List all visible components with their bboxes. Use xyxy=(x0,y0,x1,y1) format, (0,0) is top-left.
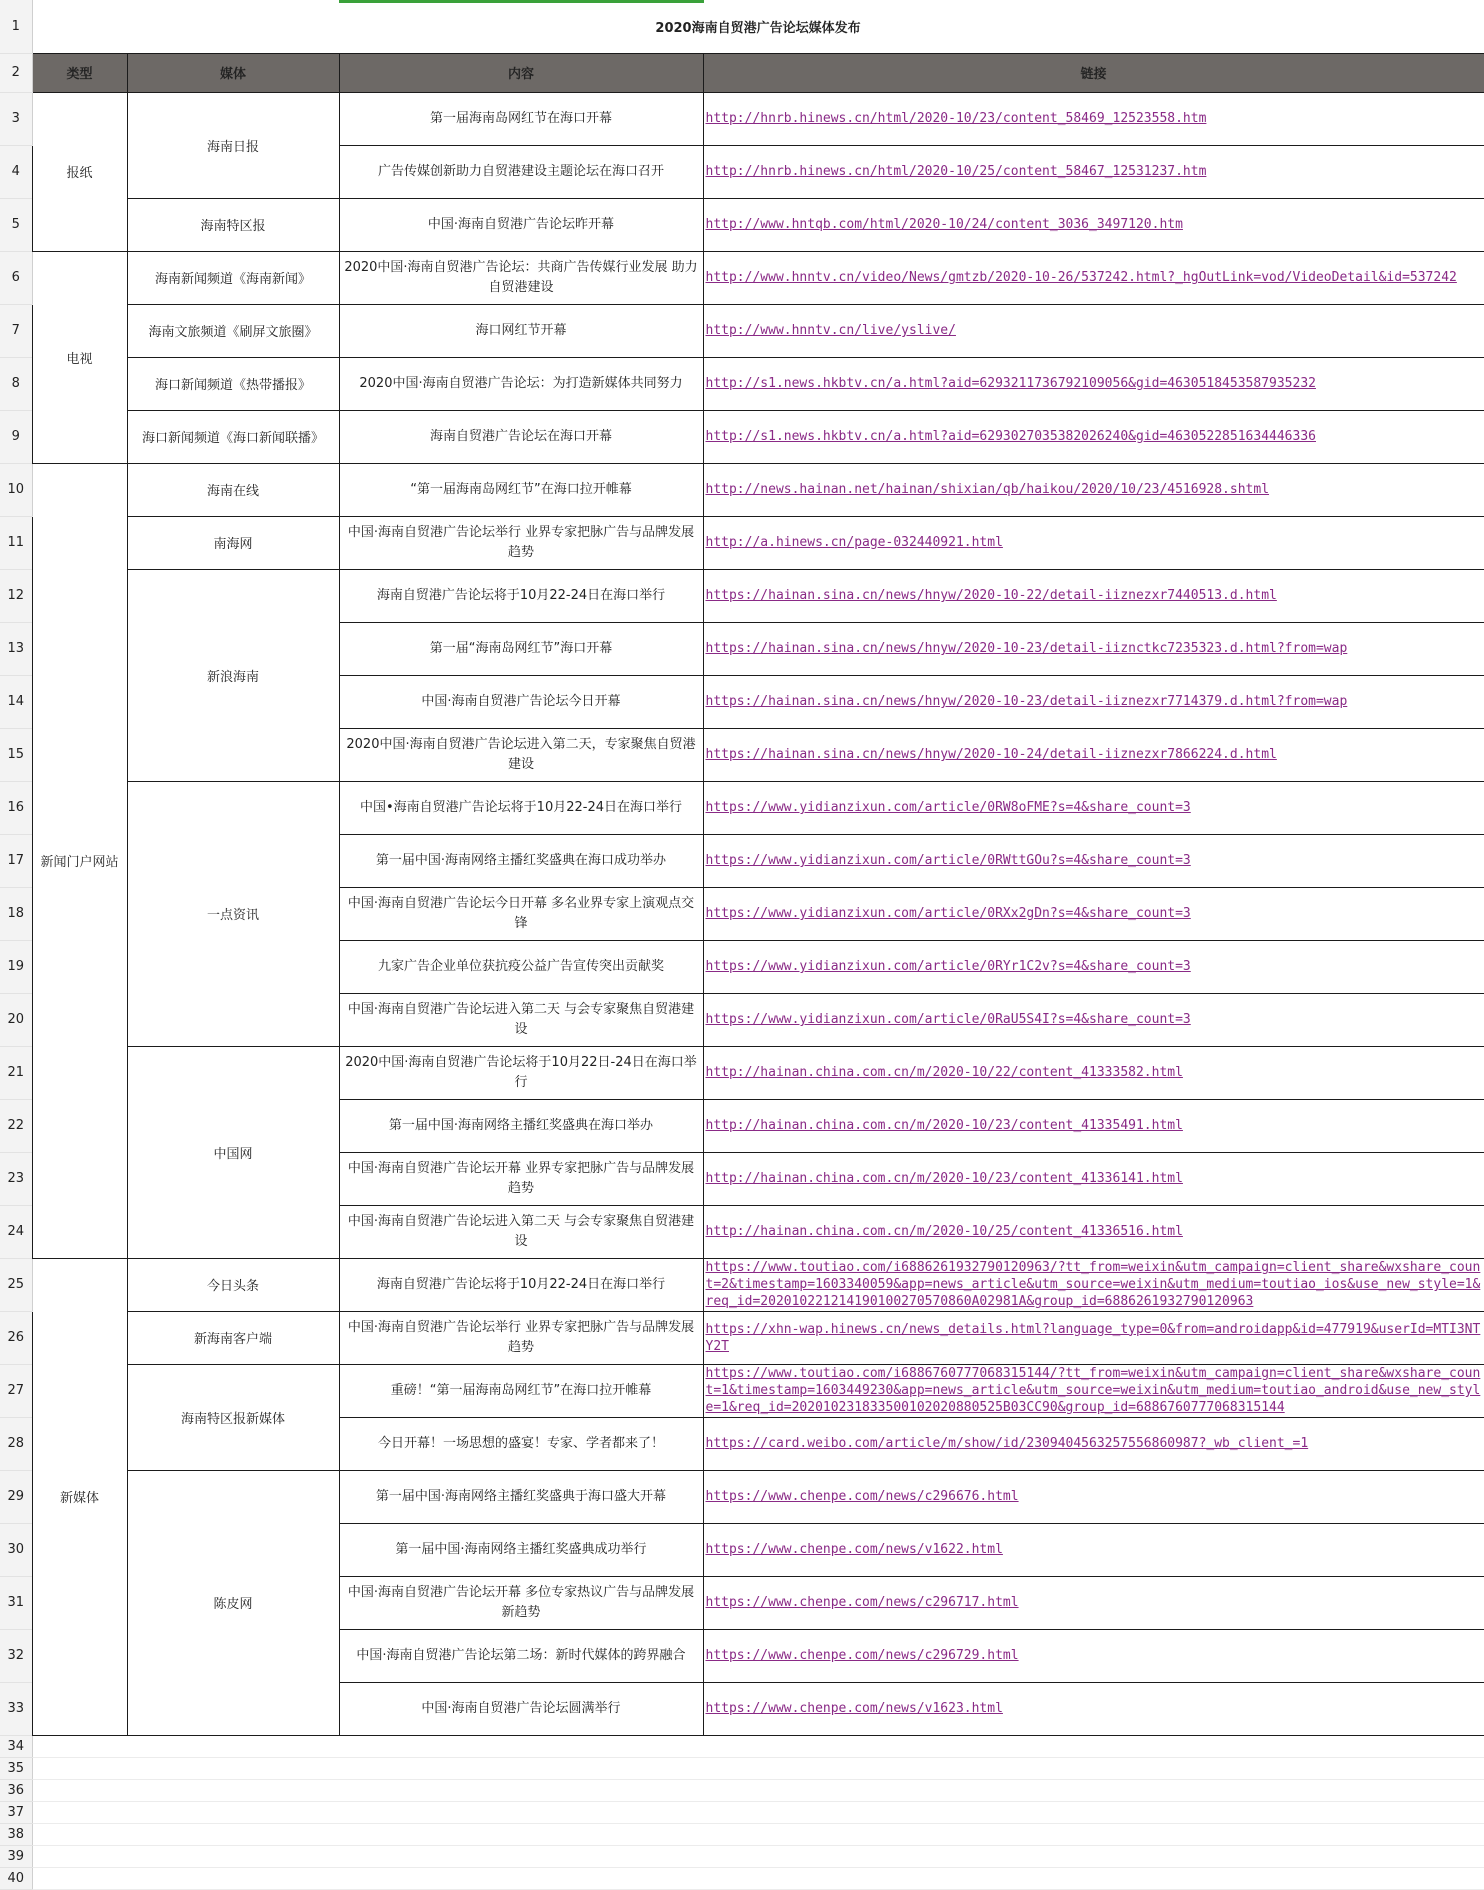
sheet-title[interactable]: 2020海南自贸港广告论坛媒体发布 xyxy=(32,0,1484,53)
media-cell[interactable]: 新海南客户端 xyxy=(127,1311,339,1364)
row-number[interactable]: 1 xyxy=(0,0,32,53)
content-cell[interactable]: 2020中国·海南自贸港广告论坛：为打造新媒体共同努力 xyxy=(339,357,703,410)
row-number[interactable]: 22 xyxy=(0,1099,32,1152)
content-cell[interactable]: 中国·海南自贸港广告论坛今日开幕 多名业界专家上演观点交锋 xyxy=(339,887,703,940)
content-cell[interactable]: 中国·海南自贸港广告论坛圆满举行 xyxy=(339,1682,703,1735)
content-cell[interactable]: 重磅！“第一届海南岛网红节”在海口拉开帷幕 xyxy=(339,1364,703,1417)
link-cell[interactable] xyxy=(703,410,1484,463)
link-text[interactable]: https://www.chenpe.com/news/c296729.html xyxy=(705,1648,1019,1663)
link-text[interactable]: http://s1.news.hkbtv.cn/a.html?aid=6293211736792109056&gid=4630518453587935232 xyxy=(705,376,1316,391)
media-cell[interactable]: 海南文旅频道《刷屏文旅圈》 xyxy=(127,304,339,357)
media-cell[interactable]: 南海网 xyxy=(127,516,339,569)
content-cell[interactable]: 中国•海南自贸港广告论坛将于10月22-24日在海口举行 xyxy=(339,781,703,834)
row-number[interactable]: 7 xyxy=(0,304,32,357)
header-row xyxy=(0,53,1484,92)
row-number[interactable]: 38 xyxy=(0,1823,32,1845)
empty-row xyxy=(0,1757,1484,1779)
media-cell[interactable]: 中国网 xyxy=(127,1046,339,1258)
media-cell[interactable]: 海南新闻频道《海南新闻》 xyxy=(127,251,339,304)
row-number[interactable]: 35 xyxy=(0,1757,32,1779)
content-cell[interactable]: 九家广告企业单位获抗疫公益广告宣传突出贡献奖 xyxy=(339,940,703,993)
table-row xyxy=(0,1046,1484,1099)
link-cell[interactable] xyxy=(703,1523,1484,1576)
link-text[interactable]: http://www.hnntv.cn/video/News/gmtzb/2020-10-26/537242.html?_hgOutLink=vod/VideoDetail&id=537242 xyxy=(705,270,1457,285)
media-cell[interactable]: 新浪海南 xyxy=(127,569,339,781)
link-cell[interactable] xyxy=(703,834,1484,887)
content-cell[interactable]: 第一届中国·海南网络主播红奖盛典在海口举办 xyxy=(339,1099,703,1152)
link-cell[interactable] xyxy=(703,304,1484,357)
row-number[interactable]: 25 xyxy=(0,1258,32,1311)
content-cell[interactable]: 第一届中国·海南网络主播红奖盛典成功举行 xyxy=(339,1523,703,1576)
table-row xyxy=(0,516,1484,569)
row-number[interactable]: 3 xyxy=(0,92,32,145)
link-text[interactable]: http://hnrb.hinews.cn/html/2020-10/23/content_58469_12523558.htm xyxy=(705,111,1207,126)
link-cell[interactable] xyxy=(703,887,1484,940)
row-number[interactable]: 2 xyxy=(0,53,32,92)
row-number[interactable]: 32 xyxy=(0,1629,32,1682)
content-cell[interactable]: 2020中国·海南自贸港广告论坛：共商广告传媒行业发展 助力自贸港建设 xyxy=(339,251,703,304)
table-row xyxy=(0,251,1484,304)
link-text[interactable]: https://www.yidianzixun.com/article/0RXx2gDn?s=4&share_count=3 xyxy=(705,906,1191,921)
link-text[interactable]: https://www.chenpe.com/news/v1623.html xyxy=(705,1701,1003,1716)
media-cell[interactable]: 海口新闻频道《热带播报》 xyxy=(127,357,339,410)
row-number[interactable]: 10 xyxy=(0,463,32,516)
link-text[interactable]: https://www.chenpe.com/news/c296676.html xyxy=(705,1489,1019,1504)
link-cell[interactable] xyxy=(703,357,1484,410)
link-text[interactable]: https://www.yidianzixun.com/article/0RaU5S4I?s=4&share_count=3 xyxy=(705,1012,1191,1027)
empty-row xyxy=(0,1801,1484,1823)
content-cell[interactable]: 中国·海南自贸港广告论坛进入第二天 与会专家聚焦自贸港建设 xyxy=(339,993,703,1046)
row-number[interactable]: 30 xyxy=(0,1523,32,1576)
link-cell[interactable] xyxy=(703,463,1484,516)
empty-cell[interactable] xyxy=(32,1845,1484,1867)
link-cell[interactable] xyxy=(703,198,1484,251)
link-text[interactable]: https://www.chenpe.com/news/c296717.html xyxy=(705,1595,1019,1610)
empty-row xyxy=(0,1845,1484,1867)
link-cell[interactable] xyxy=(703,781,1484,834)
link-text[interactable]: https://xhn-wap.hinews.cn/news_details.html?language_type=0&from=androidapp&id=477919&userId=MTI3NTY2T xyxy=(705,1321,1481,1354)
media-cell[interactable]: 海南在线 xyxy=(127,463,339,516)
row-number[interactable]: 17 xyxy=(0,834,32,887)
empty-cell[interactable] xyxy=(32,1735,1484,1757)
row-number[interactable]: 28 xyxy=(0,1417,32,1470)
row-number[interactable]: 11 xyxy=(0,516,32,569)
link-cell[interactable] xyxy=(703,92,1484,145)
empty-row xyxy=(0,1779,1484,1801)
link-text[interactable]: http://s1.news.hkbtv.cn/a.html?aid=6293027035382026240&gid=4630522851634446336 xyxy=(705,429,1316,444)
row-number[interactable]: 27 xyxy=(0,1364,32,1417)
row-number[interactable]: 34 xyxy=(0,1735,32,1757)
link-cell[interactable] xyxy=(703,1576,1484,1629)
content-cell[interactable]: 海南自贸港广告论坛将于10月22-24日在海口举行 xyxy=(339,1258,703,1311)
link-text[interactable]: https://www.toutiao.com/i6886261932790120963/?tt_from=weixin&utm_campaign=client_share&wxshare_count=2&timestamp=1603340059&app=news_article&utm_source=weixin&utm_medium=toutiao_ios&use_new_style=1&req_id=202010221214190100270570860A02981A&group_id=6886261932790120963 xyxy=(705,1260,1481,1309)
link-cell[interactable] xyxy=(703,1629,1484,1682)
row-number[interactable]: 15 xyxy=(0,728,32,781)
category-cell[interactable]: 电视 xyxy=(32,251,127,463)
row-number[interactable]: 31 xyxy=(0,1576,32,1629)
link-cell[interactable] xyxy=(703,569,1484,622)
content-cell[interactable]: 今日开幕！一场思想的盛宴！专家、学者都来了！ xyxy=(339,1417,703,1470)
link-text[interactable]: https://www.toutiao.com/i6886760777068315144/?tt_from=weixin&utm_campaign=client_share&wxshare_count=1&timestamp=1603449230&app=news_article&utm_source=weixin&utm_medium=toutiao_android&use_new_style=1&req_id=202010231833500102020880525B03CC90&group_id=6886760777068315144 xyxy=(705,1366,1481,1415)
row-number[interactable]: 20 xyxy=(0,993,32,1046)
empty-cell[interactable] xyxy=(32,1867,1484,1889)
category-cell[interactable]: 新媒体 xyxy=(32,1258,127,1735)
link-text[interactable]: https://hainan.sina.cn/news/hnyw/2020-10-23/detail-iiznezxr7714379.d.html?from=wap xyxy=(705,694,1348,709)
row-number[interactable]: 16 xyxy=(0,781,32,834)
content-cell[interactable]: 中国·海南自贸港广告论坛昨开幕 xyxy=(339,198,703,251)
media-cell[interactable]: 海口新闻频道《海口新闻联播》 xyxy=(127,410,339,463)
link-cell[interactable] xyxy=(703,1046,1484,1099)
link-cell[interactable] xyxy=(703,1205,1484,1258)
link-text[interactable]: https://www.yidianzixun.com/article/0RWttGOu?s=4&share_count=3 xyxy=(705,853,1191,868)
link-text[interactable]: https://hainan.sina.cn/news/hnyw/2020-10-22/detail-iiznezxr7440513.d.html xyxy=(705,588,1277,603)
content-cell[interactable]: 第一届中国·海南网络主播红奖盛典于海口盛大开幕 xyxy=(339,1470,703,1523)
category-cell[interactable]: 新闻门户网站 xyxy=(32,463,127,1258)
header-media[interactable]: 媒体 xyxy=(127,53,339,92)
link-cell[interactable] xyxy=(703,251,1484,304)
link-text[interactable]: http://hnrb.hinews.cn/html/2020-10/25/content_58467_12531237.htm xyxy=(705,164,1207,179)
media-cell[interactable]: 海南特区报 xyxy=(127,198,339,251)
row-number[interactable]: 8 xyxy=(0,357,32,410)
empty-cell[interactable] xyxy=(32,1779,1484,1801)
content-cell[interactable]: 中国·海南自贸港广告论坛举行 业界专家把脉广告与品牌发展趋势 xyxy=(339,1311,703,1364)
link-text[interactable]: http://news.hainan.net/hainan/shixian/qb/haikou/2020/10/23/4516928.shtml xyxy=(705,482,1270,497)
row-number[interactable]: 26 xyxy=(0,1311,32,1364)
row-number[interactable]: 4 xyxy=(0,145,32,198)
link-cell[interactable] xyxy=(703,622,1484,675)
content-cell[interactable]: 2020中国·海南自贸港广告论坛进入第二天，专家聚焦自贸港建设 xyxy=(339,728,703,781)
link-text[interactable]: https://www.yidianzixun.com/article/0RYr1C2v?s=4&share_count=3 xyxy=(705,959,1191,974)
link-text[interactable]: https://www.chenpe.com/news/v1622.html xyxy=(705,1542,1003,1557)
content-cell[interactable]: 中国·海南自贸港广告论坛开幕 业界专家把脉广告与品牌发展趋势 xyxy=(339,1152,703,1205)
link-cell[interactable] xyxy=(703,1364,1484,1417)
link-cell[interactable] xyxy=(703,1682,1484,1735)
link-text[interactable]: http://hainan.china.com.cn/m/2020-10/25/content_41336516.html xyxy=(705,1224,1183,1239)
table-row xyxy=(0,198,1484,251)
link-text[interactable]: https://www.yidianzixun.com/article/0RW8oFME?s=4&share_count=3 xyxy=(705,800,1191,815)
content-cell[interactable]: 海南自贸港广告论坛在海口开幕 xyxy=(339,410,703,463)
category-cell[interactable]: 报纸 xyxy=(32,92,127,251)
content-cell[interactable]: 中国·海南自贸港广告论坛今日开幕 xyxy=(339,675,703,728)
content-cell[interactable]: 海南自贸港广告论坛将于10月22-24日在海口举行 xyxy=(339,569,703,622)
link-text[interactable]: http://hainan.china.com.cn/m/2020-10/23/content_41336141.html xyxy=(705,1171,1183,1186)
link-text[interactable]: http://www.hntqb.com/html/2020-10/24/content_3036_3497120.htm xyxy=(705,217,1183,232)
header-content[interactable]: 内容 xyxy=(339,53,703,92)
link-cell[interactable] xyxy=(703,1152,1484,1205)
content-cell[interactable]: 中国·海南自贸港广告论坛进入第二天 与会专家聚焦自贸港建设 xyxy=(339,1205,703,1258)
media-cell[interactable]: 陈皮网 xyxy=(127,1470,339,1735)
link-cell[interactable] xyxy=(703,145,1484,198)
link-text[interactable]: http://www.hnntv.cn/live/yslive/ xyxy=(705,323,956,338)
empty-row xyxy=(0,1867,1484,1889)
empty-cell[interactable] xyxy=(32,1823,1484,1845)
empty-row xyxy=(0,1823,1484,1845)
empty-cell[interactable] xyxy=(32,1801,1484,1823)
link-cell[interactable] xyxy=(703,940,1484,993)
row-number[interactable]: 5 xyxy=(0,198,32,251)
link-cell[interactable] xyxy=(703,1470,1484,1523)
link-text[interactable]: http://hainan.china.com.cn/m/2020-10/22/content_41333582.html xyxy=(705,1065,1183,1080)
table-row xyxy=(0,463,1484,516)
link-text[interactable]: https://hainan.sina.cn/news/hnyw/2020-10-24/detail-iiznezxr7866224.d.html xyxy=(705,747,1277,762)
table-row xyxy=(0,1258,1484,1311)
header-link[interactable]: 链接 xyxy=(703,53,1484,92)
media-cell[interactable]: 海南特区报新媒体 xyxy=(127,1364,339,1470)
row-number[interactable]: 29 xyxy=(0,1470,32,1523)
table-row xyxy=(0,781,1484,834)
link-cell[interactable] xyxy=(703,728,1484,781)
row-number[interactable]: 39 xyxy=(0,1845,32,1867)
table-row xyxy=(0,304,1484,357)
content-cell[interactable]: 中国·海南自贸港广告论坛第二场：新时代媒体的跨界融合 xyxy=(339,1629,703,1682)
empty-row xyxy=(0,1735,1484,1757)
link-cell[interactable] xyxy=(703,993,1484,1046)
link-cell[interactable] xyxy=(703,1311,1484,1364)
row-number[interactable]: 13 xyxy=(0,622,32,675)
table-row xyxy=(0,1364,1484,1417)
table-row xyxy=(0,357,1484,410)
table-row xyxy=(0,569,1484,622)
link-cell[interactable] xyxy=(703,1099,1484,1152)
table-row xyxy=(0,92,1484,145)
content-cell[interactable]: 中国·海南自贸港广告论坛举行 业界专家把脉广告与品牌发展趋势 xyxy=(339,516,703,569)
table-row xyxy=(0,1470,1484,1523)
content-cell[interactable]: 海口网红节开幕 xyxy=(339,304,703,357)
header-type[interactable]: 类型 xyxy=(32,53,127,92)
row-number[interactable]: 19 xyxy=(0,940,32,993)
row-number[interactable]: 24 xyxy=(0,1205,32,1258)
link-text[interactable]: http://hainan.china.com.cn/m/2020-10/23/content_41335491.html xyxy=(705,1118,1183,1133)
content-cell[interactable]: 第一届“海南岛网红节”海口开幕 xyxy=(339,622,703,675)
media-cell[interactable]: 海南日报 xyxy=(127,92,339,198)
row-number[interactable]: 6 xyxy=(0,251,32,304)
table-row xyxy=(0,410,1484,463)
link-text[interactable]: http://a.hinews.cn/page-032440921.html xyxy=(705,535,1003,550)
link-cell[interactable] xyxy=(703,675,1484,728)
row-number[interactable]: 37 xyxy=(0,1801,32,1823)
row-number[interactable]: 23 xyxy=(0,1152,32,1205)
link-text[interactable]: https://card.weibo.com/article/m/show/id/2309404563257556860987?_wb_client_=1 xyxy=(705,1436,1309,1451)
content-cell[interactable]: 2020中国·海南自贸港广告论坛将于10月22日-24日在海口举行 xyxy=(339,1046,703,1099)
row-number[interactable]: 36 xyxy=(0,1779,32,1801)
empty-cell[interactable] xyxy=(32,1757,1484,1779)
table-row xyxy=(0,1311,1484,1364)
row-number[interactable]: 9 xyxy=(0,410,32,463)
row-number[interactable]: 21 xyxy=(0,1046,32,1099)
content-cell[interactable]: 第一届中国·海南网络主播红奖盛典在海口成功举办 xyxy=(339,834,703,887)
row-number[interactable]: 18 xyxy=(0,887,32,940)
link-cell[interactable] xyxy=(703,1417,1484,1470)
media-cell[interactable]: 今日头条 xyxy=(127,1258,339,1311)
row-number[interactable]: 14 xyxy=(0,675,32,728)
media-cell[interactable]: 一点资讯 xyxy=(127,781,339,1046)
row-number[interactable]: 33 xyxy=(0,1682,32,1735)
content-cell[interactable]: 广告传媒创新助力自贸港建设主题论坛在海口召开 xyxy=(339,145,703,198)
content-cell[interactable]: 中国·海南自贸港广告论坛开幕 多位专家热议广告与品牌发展新趋势 xyxy=(339,1576,703,1629)
content-cell[interactable]: 第一届海南岛网红节在海口开幕 xyxy=(339,92,703,145)
title-row xyxy=(0,0,1484,53)
link-text[interactable]: https://hainan.sina.cn/news/hnyw/2020-10-23/detail-iiznctkc7235323.d.html?from=wap xyxy=(705,641,1348,656)
content-cell[interactable]: “第一届海南岛网红节”在海口拉开帷幕 xyxy=(339,463,703,516)
row-number[interactable]: 12 xyxy=(0,569,32,622)
row-number[interactable]: 40 xyxy=(0,1867,32,1889)
link-cell[interactable] xyxy=(703,1258,1484,1311)
link-cell[interactable] xyxy=(703,516,1484,569)
